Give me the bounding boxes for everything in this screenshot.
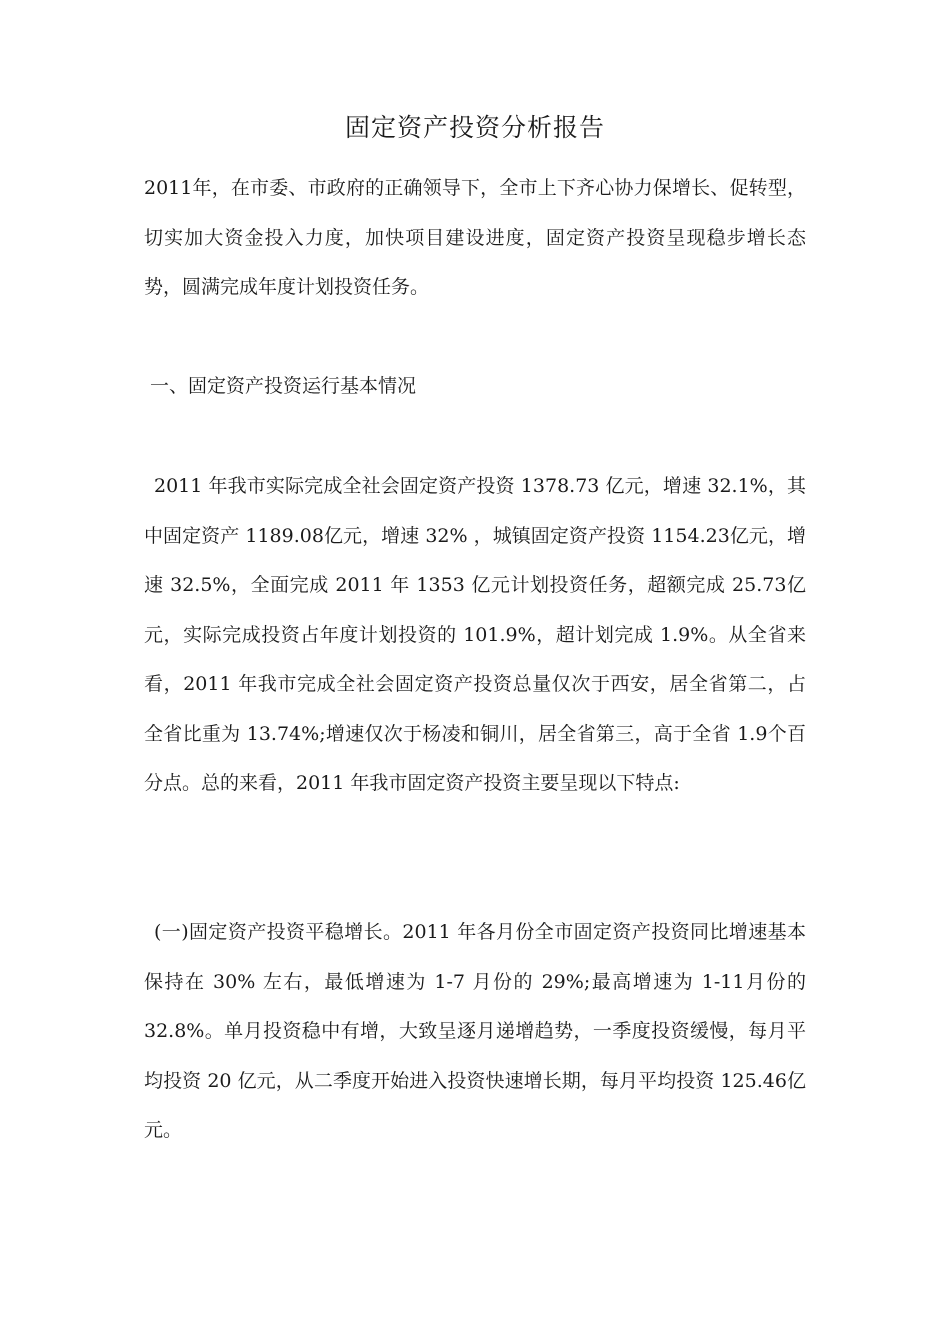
section-heading: 一、固定资产投资运行基本情况 <box>150 375 417 397</box>
document-title: 固定资产投资分析报告 <box>344 113 605 142</box>
overview-paragraph: 2011 年我市实际完成全社会固定资产投资 1378.73 亿元，增速 32.1%，其中固定资产 1189.08亿元，增速 32% ，城镇固定资产投资 1154.23亿元，增速 32.5%，全面完成 2011 年 1353 亿元计划投资任务，超额完成 25.73亿元，实际完成投资占年度计划投资的 101.9%，超计划完成 1.9%。从全省来看，2011 年我市完成全社会固定资产投资总量仅次于西安，居全省第二，占全省比重为 13.74%;增速仅次于杨凌和铜川，居全省第三，高于全省 1.9个百分点。总的来看，2011 年我市固定资产投资主要呈现以下特点: <box>144 475 806 794</box>
intro-paragraph: 2011年，在市委、市政府的正确领导下，全市上下齐心协力保增长、促转型，切实加大资金投入力度，加快项目建设进度，固定资产投资呈现稳步增长态势，圆满完成年度计划投资任务。 <box>144 177 806 298</box>
feature-paragraph: (一)固定资产投资平稳增长。2011 年各月份全市固定资产投资同比增速基本保持在 30% 左右，最低增速为 1-7 月份的 29%;最高增速为 1-11月份的 32.8%。单月投资稳中有增，大致呈逐月递增趋势，一季度投资缓慢，每月平均投资 20 亿元，从二季度开始进入投资快速增长期，每月平均投资 125.46亿元。 <box>144 921 806 1141</box>
